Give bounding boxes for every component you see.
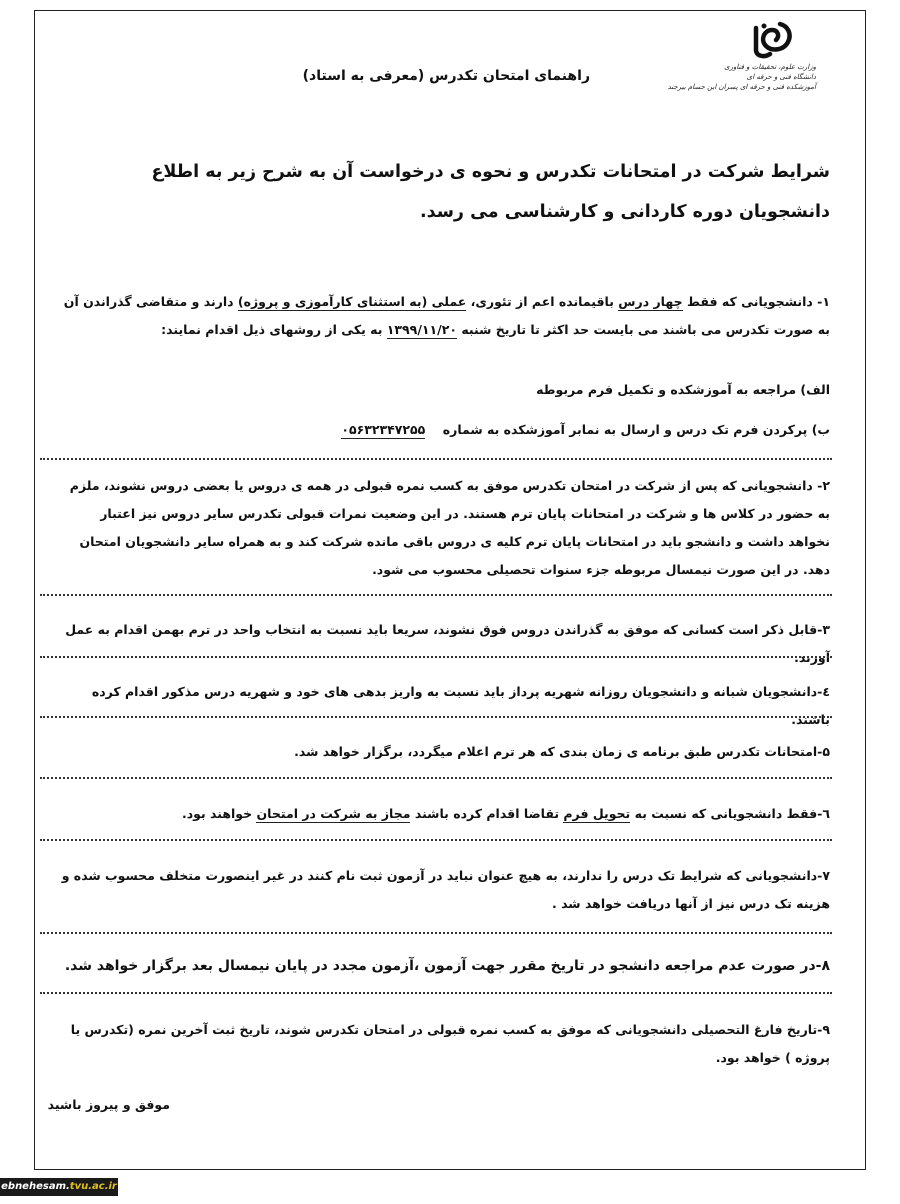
watermark-main: ebnehesam. xyxy=(1,1181,70,1192)
item-1-underline-four-courses: چهار درس xyxy=(618,294,683,309)
site-watermark[interactable] xyxy=(0,1178,118,1196)
item-3: ۳-قابل ذکر است کسانی که موفق به گذراندن دروس فوق نشوند، سریعا باید نسبت به انتخاب واحد در ترم بهمن اقدام به عمل آورند. xyxy=(65,622,830,665)
item-4: ٤-دانشجویان شبانه و دانشجویان روزانه شهریه پرداز باید نسبت به واریز بدهی های خود و شهریه درس مذکور اقدام کرده باشند. xyxy=(91,684,830,727)
item-9: ۹-تاریخ فارغ التحصیلی دانشجویانی که موفق به کسب نمره قبولی در امتحان تکدرس شوند، تاریخ ثبت آخرین نمره (تکدرس یا پروژه ) خواهد بود. xyxy=(70,1022,830,1065)
logo-line: دانشگاه فنی و حرفه ای xyxy=(746,73,816,81)
dotted-separator xyxy=(40,992,832,994)
item-1-underline-practical: عملی (به استثنای کارآموزی و پروژه) xyxy=(237,294,467,309)
item-6-underline-form: تحویل فرم xyxy=(563,806,631,821)
dotted-separator xyxy=(40,656,832,658)
item-6 xyxy=(60,800,830,828)
guide-title: راهنمای امتحان تکدرس (معرفی به استاد) xyxy=(302,68,590,84)
item-8: ۸-در صورت عدم مراجعه دانشجو در تاریخ مقرر جهت آزمون ،آزمون مجدد در پایان نیمسال بعد برگزار خواهد شد. xyxy=(64,958,830,974)
dotted-separator xyxy=(40,594,832,596)
item-1-deadline-date: ۱۳۹۹/۱۱/۲۰ xyxy=(386,322,457,337)
item-1-option-b-text: ب) پرکردن فرم تک درس و ارسال به نمابر آموزشکده به شماره xyxy=(442,422,830,437)
item-5: ۵-امتحانات تکدرس طبق برنامه ی زمان بندی که هر ترم اعلام میگردد، برگزار خواهد شد. xyxy=(294,744,830,759)
dotted-separator xyxy=(40,458,832,460)
document-page xyxy=(47,20,830,1160)
item-1-text: ۱- دانشجویانی که فقط xyxy=(687,294,830,309)
item-6-text: تقاضا اقدام کرده باشند xyxy=(414,806,564,821)
watermark-accent: tvu.ac.ir xyxy=(69,1181,117,1192)
fax-number: ۰۵۶۳۲۳۴۷۲۵۵ xyxy=(341,422,426,437)
item-1-option-b xyxy=(60,416,830,444)
university-logo xyxy=(667,20,816,110)
item-1-text: به یکی از روشهای ذیل اقدام نمایند: xyxy=(161,322,387,337)
item-7: ۷-دانشجویانی که شرایط تک درس را ندارند، به هیچ عنوان نباید در آزمون ثبت نام کنند در غیر اینصورت متخلف محسوب شده و هزینه تک درس نیز از آنها دریافت خواهد شد . xyxy=(61,868,830,911)
item-1-text: باقیمانده اعم از تئوری، xyxy=(470,294,619,309)
logo-text-lines xyxy=(667,62,816,92)
item-1-text: دارند و متقاضی گذراندن آن به صورت تکدرس می باشند می بایست حد اکثر تا تاریخ شنبه xyxy=(63,294,830,337)
dotted-separator xyxy=(40,932,832,934)
logo-emblem-icon xyxy=(750,20,794,60)
item-6-text: خواهند بود. xyxy=(181,806,257,821)
dotted-separator xyxy=(40,716,832,718)
closing-wish: موفق و پیروز باشید xyxy=(47,1097,170,1112)
dotted-separator xyxy=(40,839,832,841)
item-6-underline-allowed: مجاز به شرکت در امتحان xyxy=(256,806,411,821)
item-2: ۲- دانشجویانی که پس از شرکت در امتحان تکدرس موفق به کسب نمره قبولی در همه ی دروس یا بعضی دروس نشوند، ملزم به حضور در کلاس ها و شرکت در امتحانات پایان ترم هستند. در این وضعیت نمرات قبولی تکدرس سایر دروس نیز اعتبار نخواهد داشت و دانشجو باید در امتحانات پایان ترم کلیه ی دروس باقی مانده شرکت کند و به همراه سایر دانشجویان امتحان دهد. در این صورت نیمسال مربوطه جزء سنوات تحصیلی محسوب می شود. xyxy=(69,478,830,577)
item-6-text: ٦-فقط دانشجویانی که نسبت به xyxy=(634,806,830,821)
item-1 xyxy=(60,288,830,344)
headline: شرایط شرکت در امتحانات تکدرس و نحوه ی درخواست آن به شرح زیر به اطلاع دانشجویان دوره کاردانی و کارشناسی می رسد. xyxy=(151,162,830,222)
logo-line: وزارت علوم، تحقیقات و فناوری xyxy=(724,63,816,71)
logo-line: آموزشکده فنی و حرفه ای پسران ابن حسام بیرجند xyxy=(667,83,816,91)
dotted-separator xyxy=(40,777,832,779)
item-1-option-a: الف) مراجعه به آموزشکده و تکمیل فرم مربوطه xyxy=(536,382,830,397)
